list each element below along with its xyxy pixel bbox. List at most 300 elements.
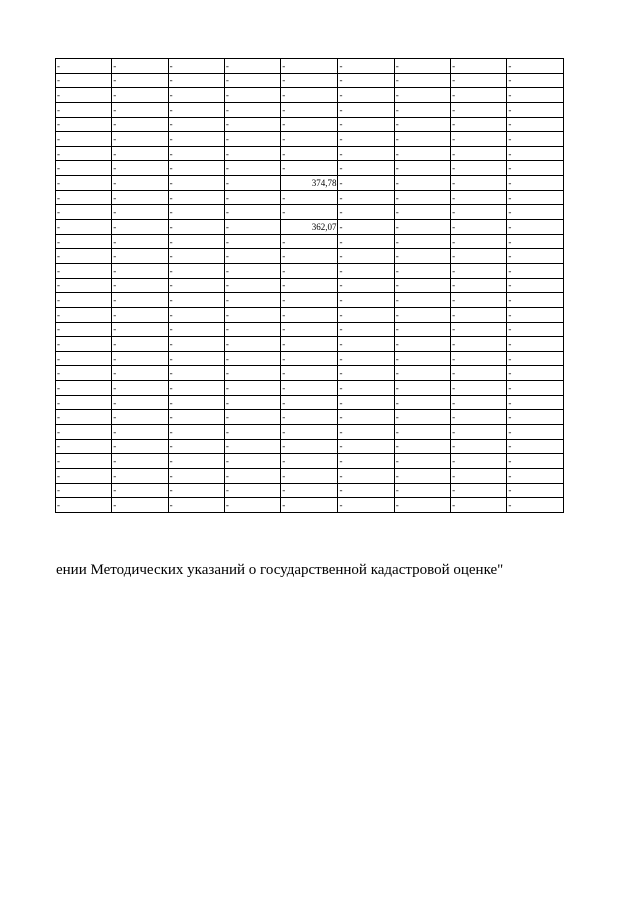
table-cell: - — [168, 132, 224, 147]
table-cell: - — [56, 439, 112, 454]
table-row — [56, 468, 564, 483]
table-cell: - — [507, 322, 563, 337]
table-cell: - — [394, 263, 450, 278]
table-cell: - — [394, 88, 450, 103]
table-cell: - — [281, 73, 338, 88]
table-cell: - — [56, 132, 112, 147]
table-cell: - — [281, 161, 338, 176]
table-cell: - — [394, 220, 450, 235]
table-cell: - — [338, 73, 394, 88]
table-cell: - — [281, 263, 338, 278]
table-cell: - — [224, 220, 280, 235]
table-cell: - — [338, 278, 394, 293]
table-cell: - — [112, 190, 168, 205]
table-cell: - — [168, 190, 224, 205]
table-cell: - — [394, 498, 450, 513]
table-cell: - — [281, 454, 338, 469]
table-cell: - — [224, 117, 280, 132]
table-cell: - — [451, 337, 507, 352]
table-cell: - — [56, 483, 112, 498]
table-row — [56, 322, 564, 337]
table-cell: - — [281, 190, 338, 205]
data-table-body — [56, 59, 564, 513]
table-cell: - — [112, 351, 168, 366]
table-cell: - — [338, 220, 394, 235]
table-cell: - — [507, 410, 563, 425]
table-row — [56, 395, 564, 410]
table-cell: - — [56, 88, 112, 103]
table-cell: - — [56, 381, 112, 396]
table-cell: - — [224, 468, 280, 483]
table-cell: - — [507, 249, 563, 264]
table-cell: - — [168, 307, 224, 322]
table-cell: - — [168, 73, 224, 88]
table-cell: - — [112, 425, 168, 440]
table-row — [56, 454, 564, 469]
table-cell: - — [281, 117, 338, 132]
table-row — [56, 410, 564, 425]
table-cell: - — [451, 293, 507, 308]
table-cell: - — [451, 439, 507, 454]
table-cell: - — [507, 117, 563, 132]
table-cell: - — [56, 351, 112, 366]
table-cell: - — [451, 249, 507, 264]
table-cell: - — [507, 425, 563, 440]
table-row — [56, 307, 564, 322]
table-cell: - — [112, 176, 168, 191]
table-cell: - — [56, 425, 112, 440]
table-cell: - — [56, 498, 112, 513]
table-cell: - — [394, 176, 450, 191]
table-cell: - — [338, 468, 394, 483]
table-cell: - — [281, 59, 338, 74]
table-cell: - — [451, 190, 507, 205]
table-cell: - — [507, 278, 563, 293]
table-cell: - — [507, 351, 563, 366]
table-cell: - — [394, 205, 450, 220]
table-row — [56, 351, 564, 366]
table-cell: - — [507, 439, 563, 454]
table-cell: - — [112, 234, 168, 249]
table-cell: - — [168, 439, 224, 454]
table-cell: - — [394, 351, 450, 366]
table-cell: - — [281, 322, 338, 337]
table-cell: - — [507, 59, 563, 74]
table-cell: - — [507, 468, 563, 483]
table-row — [56, 161, 564, 176]
table-row — [56, 234, 564, 249]
table-cell: - — [394, 59, 450, 74]
table-row — [56, 498, 564, 513]
table-cell: - — [451, 234, 507, 249]
table-cell: - — [224, 483, 280, 498]
table-cell: - — [281, 381, 338, 396]
table-cell: - — [281, 483, 338, 498]
table-cell: - — [451, 395, 507, 410]
table-cell: - — [507, 395, 563, 410]
table-cell: - — [224, 498, 280, 513]
table-cell: - — [112, 278, 168, 293]
table-cell: - — [394, 337, 450, 352]
table-cell: - — [451, 117, 507, 132]
table-cell: - — [224, 293, 280, 308]
table-cell: - — [168, 410, 224, 425]
table-cell: - — [338, 190, 394, 205]
table-cell: - — [168, 234, 224, 249]
table-cell: - — [224, 351, 280, 366]
table-cell: - — [168, 468, 224, 483]
table-cell: - — [338, 381, 394, 396]
table-cell: - — [112, 307, 168, 322]
table-cell: - — [394, 468, 450, 483]
table-cell: - — [507, 205, 563, 220]
table-cell: - — [168, 366, 224, 381]
table-cell: - — [451, 220, 507, 235]
table-cell: - — [451, 425, 507, 440]
table-cell: - — [112, 498, 168, 513]
table-cell: - — [56, 410, 112, 425]
table-cell: - — [112, 59, 168, 74]
table-cell: - — [281, 410, 338, 425]
table-cell: - — [112, 263, 168, 278]
table-cell: - — [168, 263, 224, 278]
table-cell: - — [507, 483, 563, 498]
table-cell: - — [394, 73, 450, 88]
table-cell: - — [224, 454, 280, 469]
table-cell: - — [507, 102, 563, 117]
table-cell: - — [394, 117, 450, 132]
table-cell: - — [112, 293, 168, 308]
table-cell: - — [451, 483, 507, 498]
table-cell: - — [394, 132, 450, 147]
table-cell: - — [394, 410, 450, 425]
table-cell: - — [338, 454, 394, 469]
table-cell: - — [281, 293, 338, 308]
table-cell: - — [281, 307, 338, 322]
table-cell: - — [56, 468, 112, 483]
table-cell: - — [56, 190, 112, 205]
table-cell: 374,78 — [281, 176, 338, 191]
table-cell: - — [224, 439, 280, 454]
table-cell: - — [338, 161, 394, 176]
table-cell: - — [168, 59, 224, 74]
table-cell: - — [451, 73, 507, 88]
table-cell: - — [224, 234, 280, 249]
table-cell: - — [168, 337, 224, 352]
table-cell: - — [338, 59, 394, 74]
table-cell: - — [394, 307, 450, 322]
table-cell: - — [394, 146, 450, 161]
table-cell: - — [112, 439, 168, 454]
table-cell: - — [451, 176, 507, 191]
table-cell: - — [338, 117, 394, 132]
table-row — [56, 439, 564, 454]
table-cell: - — [338, 249, 394, 264]
table-cell: - — [112, 220, 168, 235]
table-cell: - — [112, 395, 168, 410]
table-cell: - — [112, 366, 168, 381]
table-cell: - — [451, 146, 507, 161]
table-cell: - — [281, 249, 338, 264]
table-cell: - — [224, 176, 280, 191]
table-cell: - — [394, 366, 450, 381]
table-cell: - — [56, 293, 112, 308]
table-cell: - — [451, 88, 507, 103]
table-cell: - — [338, 351, 394, 366]
table-cell: - — [112, 337, 168, 352]
table-cell: - — [281, 439, 338, 454]
table-cell: - — [394, 439, 450, 454]
table-cell: - — [507, 132, 563, 147]
table-cell: - — [56, 249, 112, 264]
table-cell: - — [507, 454, 563, 469]
table-cell: - — [507, 190, 563, 205]
table-cell: - — [168, 381, 224, 396]
table-cell: - — [338, 337, 394, 352]
table-cell: - — [112, 322, 168, 337]
table-cell: - — [507, 498, 563, 513]
table-cell: - — [112, 88, 168, 103]
table-cell: - — [281, 395, 338, 410]
table-cell: - — [394, 249, 450, 264]
table-cell: 362,07 — [281, 220, 338, 235]
table-cell: - — [338, 176, 394, 191]
table-cell: - — [281, 205, 338, 220]
table-row — [56, 102, 564, 117]
table-cell: - — [338, 234, 394, 249]
table-cell: - — [56, 278, 112, 293]
table-cell: - — [507, 337, 563, 352]
table-cell: - — [168, 293, 224, 308]
table-row — [56, 263, 564, 278]
table-cell: - — [507, 293, 563, 308]
table-cell: - — [168, 425, 224, 440]
table-cell: - — [338, 263, 394, 278]
table-cell: - — [394, 190, 450, 205]
table-cell: - — [112, 454, 168, 469]
table-row — [56, 59, 564, 74]
table-cell: - — [168, 205, 224, 220]
table-cell: - — [112, 249, 168, 264]
table-row — [56, 425, 564, 440]
table-cell: - — [56, 220, 112, 235]
table-cell: - — [338, 483, 394, 498]
table-cell: - — [338, 410, 394, 425]
table-cell: - — [224, 59, 280, 74]
table-cell: - — [281, 132, 338, 147]
footer-text: ении Методических указаний о государственной кадастровой оценке" — [56, 562, 504, 578]
table-row — [56, 205, 564, 220]
table-cell: - — [281, 468, 338, 483]
table-cell: - — [112, 205, 168, 220]
table-cell: - — [168, 278, 224, 293]
table-cell: - — [168, 351, 224, 366]
table-cell: - — [451, 351, 507, 366]
table-cell: - — [224, 73, 280, 88]
table-cell: - — [338, 132, 394, 147]
table-cell: - — [338, 293, 394, 308]
table-cell: - — [451, 468, 507, 483]
table-cell: - — [112, 381, 168, 396]
table-cell: - — [451, 161, 507, 176]
table-cell: - — [394, 102, 450, 117]
table-cell: - — [224, 322, 280, 337]
table-cell: - — [56, 102, 112, 117]
table-cell: - — [56, 395, 112, 410]
table-cell: - — [451, 498, 507, 513]
table-cell: - — [224, 263, 280, 278]
table-cell: - — [56, 263, 112, 278]
table-cell: - — [224, 161, 280, 176]
table-cell: - — [338, 307, 394, 322]
table-cell: - — [394, 425, 450, 440]
table-cell: - — [56, 117, 112, 132]
table-cell: - — [281, 278, 338, 293]
table-cell: - — [338, 102, 394, 117]
table-cell: - — [394, 381, 450, 396]
table-cell: - — [338, 205, 394, 220]
table-cell: - — [451, 322, 507, 337]
table-cell: - — [168, 88, 224, 103]
table-cell: - — [56, 234, 112, 249]
table-cell: - — [224, 425, 280, 440]
table-cell: - — [281, 88, 338, 103]
table-cell: - — [507, 146, 563, 161]
table-cell: - — [394, 278, 450, 293]
table-row — [56, 337, 564, 352]
table-cell: - — [281, 337, 338, 352]
table-cell: - — [451, 381, 507, 396]
table-cell: - — [168, 146, 224, 161]
table-cell: - — [224, 132, 280, 147]
table-cell: - — [451, 205, 507, 220]
table-cell: - — [112, 483, 168, 498]
table-cell: - — [56, 59, 112, 74]
table-row — [56, 190, 564, 205]
table-cell: - — [338, 146, 394, 161]
table-cell: - — [224, 410, 280, 425]
table-row — [56, 220, 564, 235]
table-cell: - — [394, 483, 450, 498]
table-row — [56, 73, 564, 88]
table-cell: - — [451, 59, 507, 74]
table-cell: - — [56, 73, 112, 88]
table-cell: - — [281, 146, 338, 161]
table-cell: - — [56, 454, 112, 469]
table-cell: - — [56, 322, 112, 337]
table-cell: - — [224, 337, 280, 352]
table-row — [56, 278, 564, 293]
table-row — [56, 117, 564, 132]
table-cell: - — [507, 161, 563, 176]
table-cell: - — [168, 220, 224, 235]
table-cell: - — [112, 146, 168, 161]
table-cell: - — [338, 439, 394, 454]
table-cell: - — [112, 132, 168, 147]
table-row — [56, 176, 564, 191]
table-cell: - — [168, 102, 224, 117]
table-cell: - — [168, 454, 224, 469]
table-cell: - — [112, 73, 168, 88]
table-cell: - — [112, 117, 168, 132]
table-cell: - — [168, 161, 224, 176]
table-row — [56, 483, 564, 498]
table-cell: - — [168, 176, 224, 191]
table-cell: - — [451, 307, 507, 322]
table-cell: - — [168, 322, 224, 337]
table-cell: - — [338, 322, 394, 337]
table-cell: - — [224, 307, 280, 322]
table-cell: - — [507, 176, 563, 191]
table-cell: - — [451, 454, 507, 469]
table-cell: - — [112, 161, 168, 176]
table-cell: - — [224, 366, 280, 381]
table-row — [56, 146, 564, 161]
table-cell: - — [224, 102, 280, 117]
table-cell: - — [507, 73, 563, 88]
table-cell: - — [394, 322, 450, 337]
table-cell: - — [168, 117, 224, 132]
table-cell: - — [451, 410, 507, 425]
table-cell: - — [394, 293, 450, 308]
data-table — [55, 58, 564, 513]
table-cell: - — [281, 102, 338, 117]
table-cell: - — [168, 249, 224, 264]
table-row — [56, 88, 564, 103]
table-cell: - — [112, 410, 168, 425]
table-cell: - — [56, 146, 112, 161]
table-cell: - — [56, 366, 112, 381]
table-row — [56, 366, 564, 381]
table-cell: - — [224, 249, 280, 264]
table-cell: - — [451, 263, 507, 278]
table-cell: - — [281, 498, 338, 513]
table-cell: - — [112, 102, 168, 117]
table-cell: - — [56, 307, 112, 322]
table-cell: - — [394, 161, 450, 176]
table-cell: - — [168, 498, 224, 513]
table-cell: - — [338, 395, 394, 410]
table-cell: - — [507, 88, 563, 103]
table-cell: - — [168, 483, 224, 498]
table-cell: - — [338, 88, 394, 103]
table-cell: - — [224, 395, 280, 410]
table-cell: - — [56, 176, 112, 191]
table-cell: - — [168, 395, 224, 410]
table-cell: - — [224, 146, 280, 161]
table-cell: - — [224, 205, 280, 220]
table-cell: - — [507, 220, 563, 235]
table-cell: - — [224, 278, 280, 293]
table-cell: - — [56, 337, 112, 352]
table-cell: - — [281, 425, 338, 440]
table-row — [56, 381, 564, 396]
table-cell: - — [281, 351, 338, 366]
table-cell: - — [507, 234, 563, 249]
table-cell: - — [451, 366, 507, 381]
table-cell: - — [224, 88, 280, 103]
table-cell: - — [338, 366, 394, 381]
table-cell: - — [507, 366, 563, 381]
table-cell: - — [56, 161, 112, 176]
table-cell: - — [338, 498, 394, 513]
table-cell: - — [394, 395, 450, 410]
table-cell: - — [507, 381, 563, 396]
table-cell: - — [394, 454, 450, 469]
table-cell: - — [451, 278, 507, 293]
table-cell: - — [338, 425, 394, 440]
table-cell: - — [451, 102, 507, 117]
